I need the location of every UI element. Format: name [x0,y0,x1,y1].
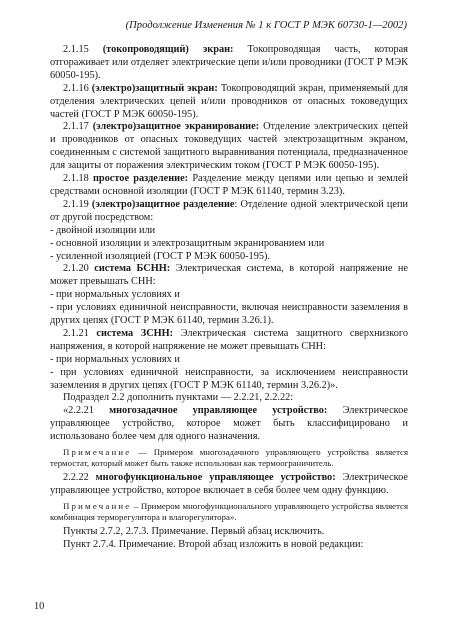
clause-2-1-21 [50,328,408,354]
clause-term: многофункциональное управляющее устройство: [95,472,336,484]
clause-text: : Отделение одной электрической цепи от другой посредством: [50,198,408,223]
clause-number: 2.2.22 [63,472,89,484]
list-item: - усиленной изоляцией (ГОСТ Р МЭК 60050-195). [50,250,271,262]
clause-term: (электро)защитный экран: [91,82,218,94]
clause-2-1-17 [50,121,408,173]
note-label: Примечание [63,500,132,511]
list-item: - основной изоляции и электрозащитным экранированием или [50,237,325,249]
clause-number: 2.1.19 [63,198,89,210]
clause-number: 2.1.21 [63,327,89,339]
clause-2-1-16 [50,83,408,122]
clause-2-1-20 [50,263,408,289]
clause-2-1-19 [50,199,408,225]
instruction-2-7-2: Пункты 2.7.2, 2.7.3. Примечание. Первый абзац исключить. [63,525,325,537]
instruction-2-7-4: Пункт 2.7.4. Примечание. Второй абзац изложить в новой редакции: [63,538,364,550]
list-item: - при условиях единичной неисправности, включая неисправности заземления в других цепях (ГОСТ Р МЭК 61140, термин 3.26.1). [50,302,408,327]
clause-term: (электро)защитное экранирование: [92,121,260,133]
list-item: - при нормальных условиях и [50,353,180,365]
clause-text: Токопроводящий экран, применяемый для отделения электрических цепей и/или проводников от опасных токоведущих частей (ГОСТ Р МЭК 60050-195). [50,82,408,120]
clause-term: система ЗСНН: [96,327,174,339]
list-item: - двойной изоляции или [50,224,156,236]
clause-term: система БСНН: [94,263,171,275]
clause-number: 2.1.20 [63,263,89,275]
clause-term: (электро)защитное разделение [91,198,235,210]
note-text: — Примером многозадачного управляющего устройства является термостат, который может быть также использован как термоограничитель. [50,447,408,469]
page-header: (Продолжение Изменения № 1 к ГОСТ Р МЭК 60730-1—2002) [125,20,407,31]
clause-text: Разделение между цепями или цепью и землей средствами основной изоляции (ГОСТ Р МЭК 61140, термин 3.23). [50,173,408,197]
note-text: – Примером многофункционального управляющего устройства является комбинация терморегулятора и влагорегулятора». [50,500,408,522]
clause-term: (токопроводящий) экран: [102,44,234,55]
note-2-2-22 [50,501,408,523]
subsection-2-2-instruction: Подраздел 2.2 дополнить пунктами — 2.2.21, 2.2.22: [63,392,294,404]
clause-number: 2.1.17 [63,121,89,133]
clause-term: простое разделение: [93,173,189,185]
document-body [50,44,408,552]
clause-text: Электрическое управляющее устройство, которое включает в себя более чем одну функцию. [50,472,408,496]
clause-term: многозадачное управляющее устройство: [109,405,328,417]
clause-text: Электрическая система, в которой напряжение не может превышать СНН: [50,263,408,288]
clause-text: Токопроводящая часть, которая отгораживает или отделяет электрические цепи и/или проводники (ГОСТ Р МЭК 60050-195). [50,44,408,81]
list-item: - при нормальных условиях и [50,289,180,301]
clause-number: «2.2.21 [63,405,94,417]
clause-2-2-22 [50,472,408,498]
clause-number: 2.1.15 [63,44,89,55]
clause-text: Электрическое управляющее устройство, которое может быть классифицировано и использовано более чем для одного назначения. [50,405,408,443]
clause-number: 2.1.16 [63,82,89,94]
list-item: - при условиях единичной неисправности, за исключением неисправности заземления в других цепях (ГОСТ Р МЭК 61140, термин 3.26.2)». [50,366,408,391]
clause-2-1-18 [50,173,408,199]
page-number: 10 [34,601,45,612]
clause-text: Электрическая система защитного сверхнизкого напряжения, в которой напряжение не может превышать СНН: [50,327,408,352]
clause-2-2-21 [50,405,408,444]
clause-2-1-15 [50,44,408,83]
note-label: Примечание [63,447,132,458]
clause-number: 2.1.18 [63,173,89,185]
clause-text: Отделение электрических цепей и проводников от опасных токоведущих частей электрозащитным экраном, соединенным с системой защитного выравнивания потенциала, предназначенное для защиты от поражения электрическим током (ГОСТ Р МЭК 60050-195). [50,121,408,172]
note-2-2-21 [50,447,408,469]
